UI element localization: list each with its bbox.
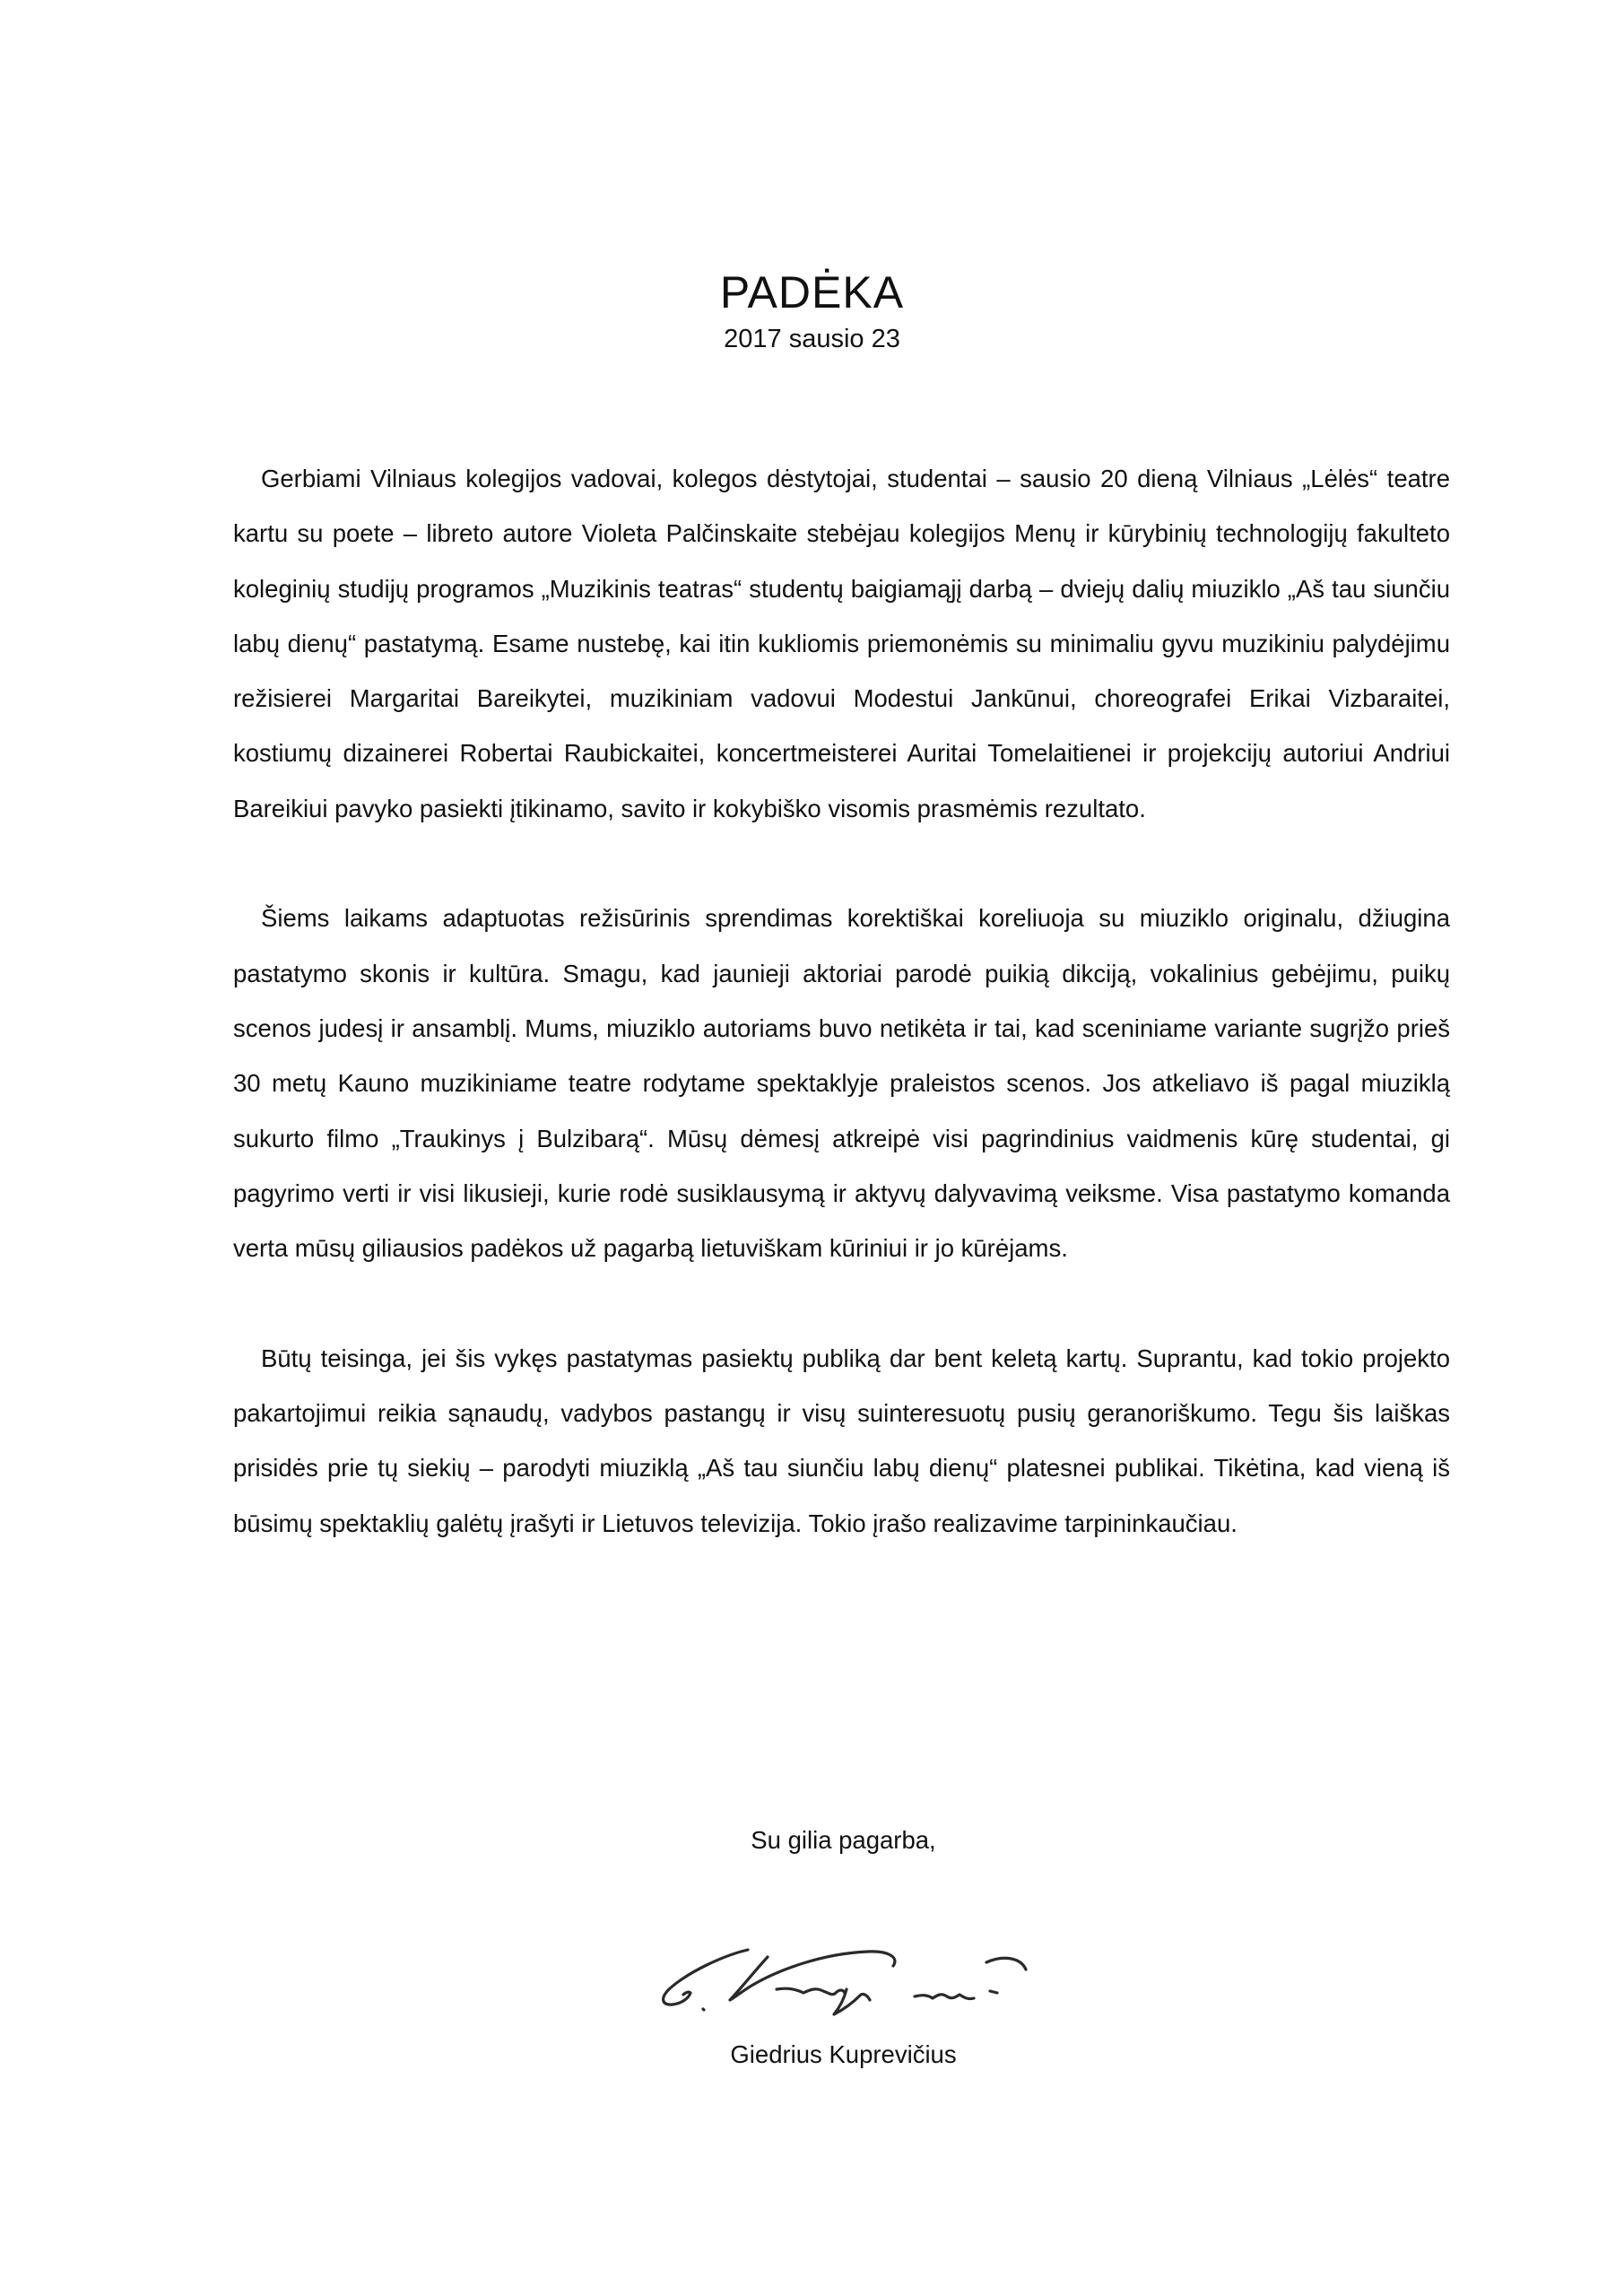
signature-icon [653, 1937, 1038, 2018]
signature-stroke [990, 1991, 997, 1993]
signature-stroke [915, 1995, 974, 1999]
paragraph-3: Būtų teisinga, jei šis vykęs pastatymas pasiektų publiką dar bent keletą kartų. Suprantu, kad tokio projekto pakartojimui reikia sąnaudų, vadybos pastangų ir visų suinteresuotų pusių geranoriškumo. Tegu šis laiškas prisidės prie tų siekių – parodyti miuziklą „Aš tau siunčiu labų dienų“ platesnei publikai. Tikėtina, kad vieną iš būsimų spektaklių galėtų įrašyti ir Lietuvos televizija. Tokio įrašo realizavime tarpininkaučiau. [233, 1344, 1450, 1537]
signature-stroke [730, 1952, 895, 2000]
letter-date: 2017 sausio 23 [724, 325, 900, 353]
closing-salutation: Su gilia pagarba, [751, 1826, 936, 1854]
letter-body [233, 451, 1450, 1605]
paragraph-2: Šiems laikams adaptuotas režisūrinis sprendimas korektiškai koreliuoja su miuziklo originalu, džiugina pastatymo skonis ir kultūra. Smagu, kad jaunieji aktoriai parodė puikią dikciją, vokalinius gebėjimu, puikų scenos judesį ir ansamblį. Mums, miuziklo autoriams buvo netikėta ir tai, kad sceniniame variante sugrįžo prieš 30 metų Kauno muzikiniame teatre rodytame spektaklyje praleistos scenos. Jos atkeliavo iš pagal miuziklą sukurto filmo „Traukinys į Bulzibarą“. Mūsų dėmesį atkreipė visi pagrindinius vaidmenis kūrę studentai, gi pagyrimo verti ir visi likusieji, kurie rodė susiklausymą ir aktyvų dalyvavimą veiksme. Visa pastatymo komanda verta mūsų giliausios padėkos už pagarbą lietuviškam kūriniui ir jo kūrėjams. [233, 904, 1450, 1263]
signer-name: Giedrius Kuprevičius [730, 2040, 957, 2068]
signature-stroke [834, 1989, 870, 2014]
signature-stroke [703, 2009, 704, 2010]
signature-stroke [777, 1988, 845, 1994]
signature-stroke [986, 1958, 1026, 1970]
letter-title: PADĖKA [719, 266, 905, 317]
paragraph-1: Gerbiami Vilniaus kolegijos vadovai, kolegos dėstytojai, studentai – sausio 20 dieną Vilniaus „Lėlės“ teatre kartu su poete – libreto autore Violeta Palčinskaite stebėjau kolegijos Menų ir kūrybinių technologijų fakulteto koleginių studijų programos „Muzikinis teatras“ studentų baigiamąjį darbą – dviejų dalių miuziklo „Aš tau siunčiu labų dienų“ pastatymą. Esame nustebę, kai itin kukliomis priemonėmis su minimaliu gyvu muzikiniu palydėjimu režisierei Margaritai Bareikytei, muzikiniam vadovui Modestui Jankūnui, choreografei Erikai Vizbaraitei, kostiumų dizainerei Robertai Raubickaitei, koncertmeisterei Auritai Tomelaitienei ir projekcijų autoriui Andriui Bareikiui pavyko pasiekti įtikinamo, savito ir kokybiško visomis prasmėmis rezultato. [233, 465, 1450, 822]
